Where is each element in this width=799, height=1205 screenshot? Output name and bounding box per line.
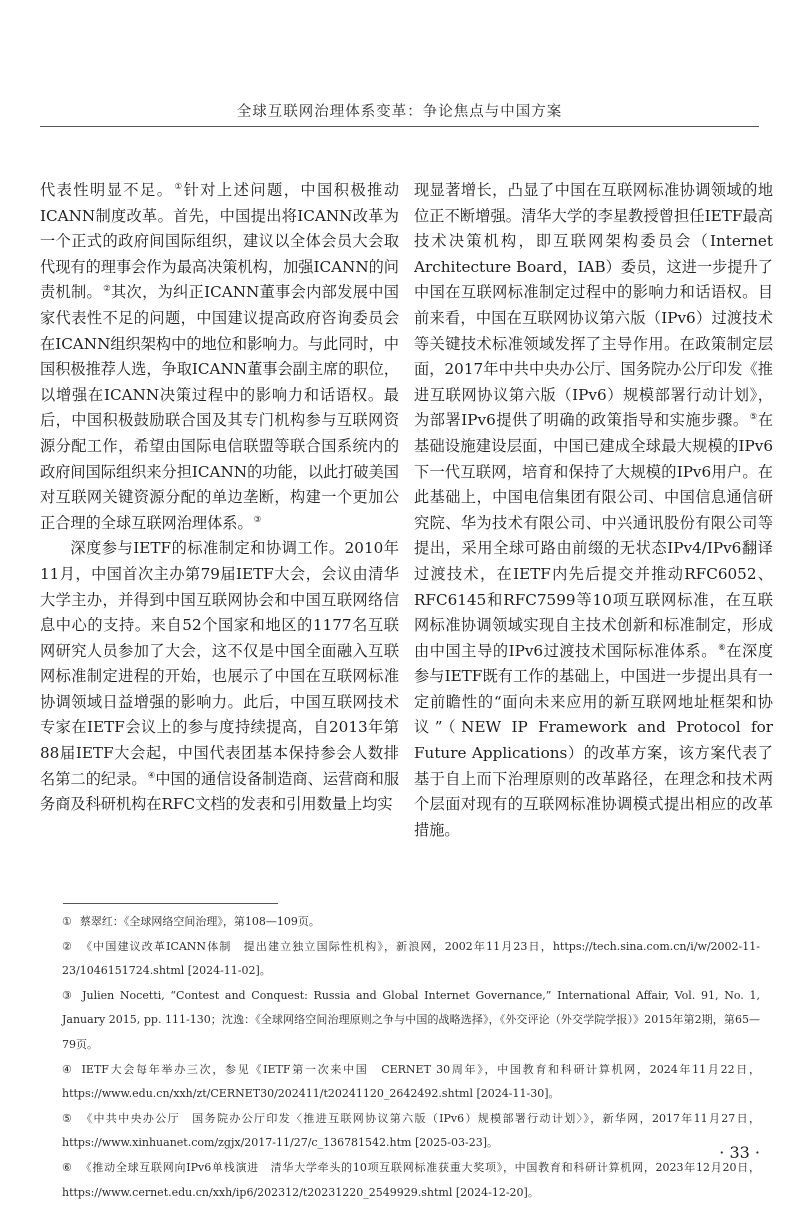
right-column — [414, 178, 773, 843]
paragraph-text: 现显著增长，凸显了中国在互联网标准协调领域的地位正不断增强。清华大学的李星教授曾担任IETF最高技术决策机构，即互联网架构委员会（Internet Architecture Board，IAB）委员，这进一步提升了中国在互联网标准制定过程中的影响力和话语权。目前来看，中国在互联网协议第六版（IPv6）过渡技术等关键技术标准领域发挥了主导作用。在政策制定层面，2017年中共中央办公厅、国务院办公厅印发《推进互联网协议第六版（IPv6）规模部署行动计划》，为部署IPv6提供了明确的政策指导和实施步骤。 — [414, 181, 773, 430]
footnote-number: ⑤ — [62, 1111, 74, 1125]
footnote-ref-3[interactable]: ③ — [253, 514, 262, 525]
body-paragraph — [40, 178, 399, 536]
footnote-number: ⑥ — [62, 1160, 73, 1174]
footnote-number: ① — [62, 915, 72, 928]
paragraph-text: 在基础设施建设层面，中国已建成全球最大规模的IPv6下一代互联网，培育和保持了大规模的IPv6用户。在此基础上，中国电信集团有限公司、中国信息通信研究院、华为技术有限公司、中兴通讯股份有限公司等提出，采用全球可路由前缀的无状态IPv4/IPv6翻译过渡技术，在IETF内先后提交并推动RFC6052、RFC6145和RFC7599等10项互联网标准，在互联网标准协调领域实现自主技术创新和标准制定，形成由中国主导的IPv6过渡技术国际标准体系。 — [414, 411, 773, 660]
left-column — [40, 178, 399, 818]
footnote-number: ④ — [62, 1062, 74, 1076]
footnote-item — [62, 1156, 760, 1205]
footnote-text: 《中共中央办公厅 国务院办公厅印发〈推进互联网协议第六版（IPv6）规模部署行动计划〉》，新华网，2017年11月27日，https://www.xinhuanet.com/zgjx/2017-11/27/c_136781542.htm [2025-03-23]。 — [62, 1111, 760, 1150]
footnote-text: IETF大会每年举办三次，参见《IETF第一次来中国 CERNET 30周年》，中国教育和科研计算机网，2024年11月22日，https://www.edu.cn/xxh/zt/CERNET30/202411/t20241120_2642492.shtml [2024-11-30]。 — [62, 1062, 760, 1101]
paragraph-text: 代表性明显不足。 — [40, 181, 174, 199]
body-paragraph — [40, 536, 399, 818]
footnote-number: ③ — [62, 988, 75, 1002]
footnote-text: 《中国建议改革ICANN体制 提出建立独立国际性机构》，新浪网，2002年11月23日，https://tech.sina.com.cn/i/w/2002-11-23/1046151724.shtml [2024-11-02]。 — [62, 939, 760, 978]
paragraph-text: 其次，为纠正ICANN董事会内部发展中国家代表性不足的问题，中国建议提高政府咨询委员会在ICANN组织架构中的地位和影响力。与此同时，中国积极推荐人选，争取ICANN董事会副主席的职位，以增强在ICANN决策过程中的影响力和话语权。最后，中国积极鼓励联合国及其专门机构参与互联网资源分配工作，希望由国际电信联盟等联合国系统内的政府间国际组织来分担ICANN的功能，以此打破美国对互联网关键资源分配的单边垄断，构建一个更加公正合理的全球互联网治理体系。 — [40, 283, 399, 532]
body-paragraph — [414, 178, 773, 843]
running-title: 全球互联网治理体系变革：争论焦点与中国方案 — [236, 104, 563, 120]
footnote-item — [62, 1058, 760, 1107]
footnote-ref-2[interactable]: ② — [103, 284, 112, 295]
footnote-item — [62, 984, 760, 1058]
footnote-number: ② — [62, 939, 74, 953]
footnote-ref-5[interactable]: ⑤ — [749, 412, 758, 423]
footnotes — [62, 910, 760, 1205]
footnote-ref-1[interactable]: ① — [174, 182, 184, 192]
paragraph-text: 中国的通信设备制造商、运营商和服务商及科研机构在RFC文档的发表和引用数量上均实 — [40, 769, 400, 814]
page-number: · 33 · — [719, 1143, 760, 1162]
footnote-text: 《推动全球互联网向IPv6单栈演进 清华大学牵头的10项互联网标准获重大奖项》，中国教育和科研计算机网，2023年12月20日，https://www.cernet.edu.cn/xxh/ip6/202312/t20231220_2549929.shtml [2024-12-20]。 — [62, 1160, 760, 1199]
footnote-ref-6[interactable]: ⑥ — [718, 642, 727, 653]
footnote-item — [62, 910, 760, 935]
footnote-divider — [63, 903, 278, 904]
paragraph-text: 针对上述问题，中国积极推动ICANN制度改革。首先，中国提出将ICANN改革为一个正式的政府间国际组织，建议以全体会员大会取代现有的理事会作为最高决策机构，加强ICANN的问责机制。 — [40, 181, 400, 302]
footnote-text: Julien Nocetti, “Contest and Conquest: Russia and Global Internet Governance,” International Affair, Vol. 91, No. 1, January 2015, pp. 111-130；沈逸：《全球网络空间治理原则之争与中国的战略选择》，《外交评论（外交学院学报）》2015年第2期，第65—79页。 — [62, 988, 760, 1051]
footnote-item — [62, 1107, 760, 1156]
paragraph-text: 深度参与IETF的标准制定和协调工作。2010年11月，中国首次主办第79届IETF大会，会议由清华大学主办，并得到中国互联网协会和中国互联网络信息中心的支持。来自52个国家和地区的1177名互联网研究人员参加了大会，这不仅是中国全面融入互联网标准制定进程的开始，也展示了中国在互联网标准协调领域日益增强的影响力。此后，中国互联网技术专家在IETF会议上的参与度持续提高，自2013年第88届IETF大会起，中国代表团基本保持参会人数排名第二的纪录。 — [40, 539, 399, 788]
footnote-text: 蔡翠红：《全球网络空间治理》，第108—109页。 — [79, 915, 320, 928]
footnote-ref-4[interactable]: ④ — [147, 770, 156, 781]
footnote-item — [62, 935, 760, 984]
paragraph-text: 在深度参与IETF既有工作的基础上，中国进一步提出具有一定前瞻性的“面向未来应用的新互联网地址框架和协议”（NEW IP Framework and Protocol for Future Applications）的改革方案，该方案代表了基于自上而下治理原则的改革路径，在理念和技术两个层面对现有的互联网标准协调模式提出相应的改革措施。 — [414, 641, 774, 839]
header-divider — [40, 126, 759, 127]
